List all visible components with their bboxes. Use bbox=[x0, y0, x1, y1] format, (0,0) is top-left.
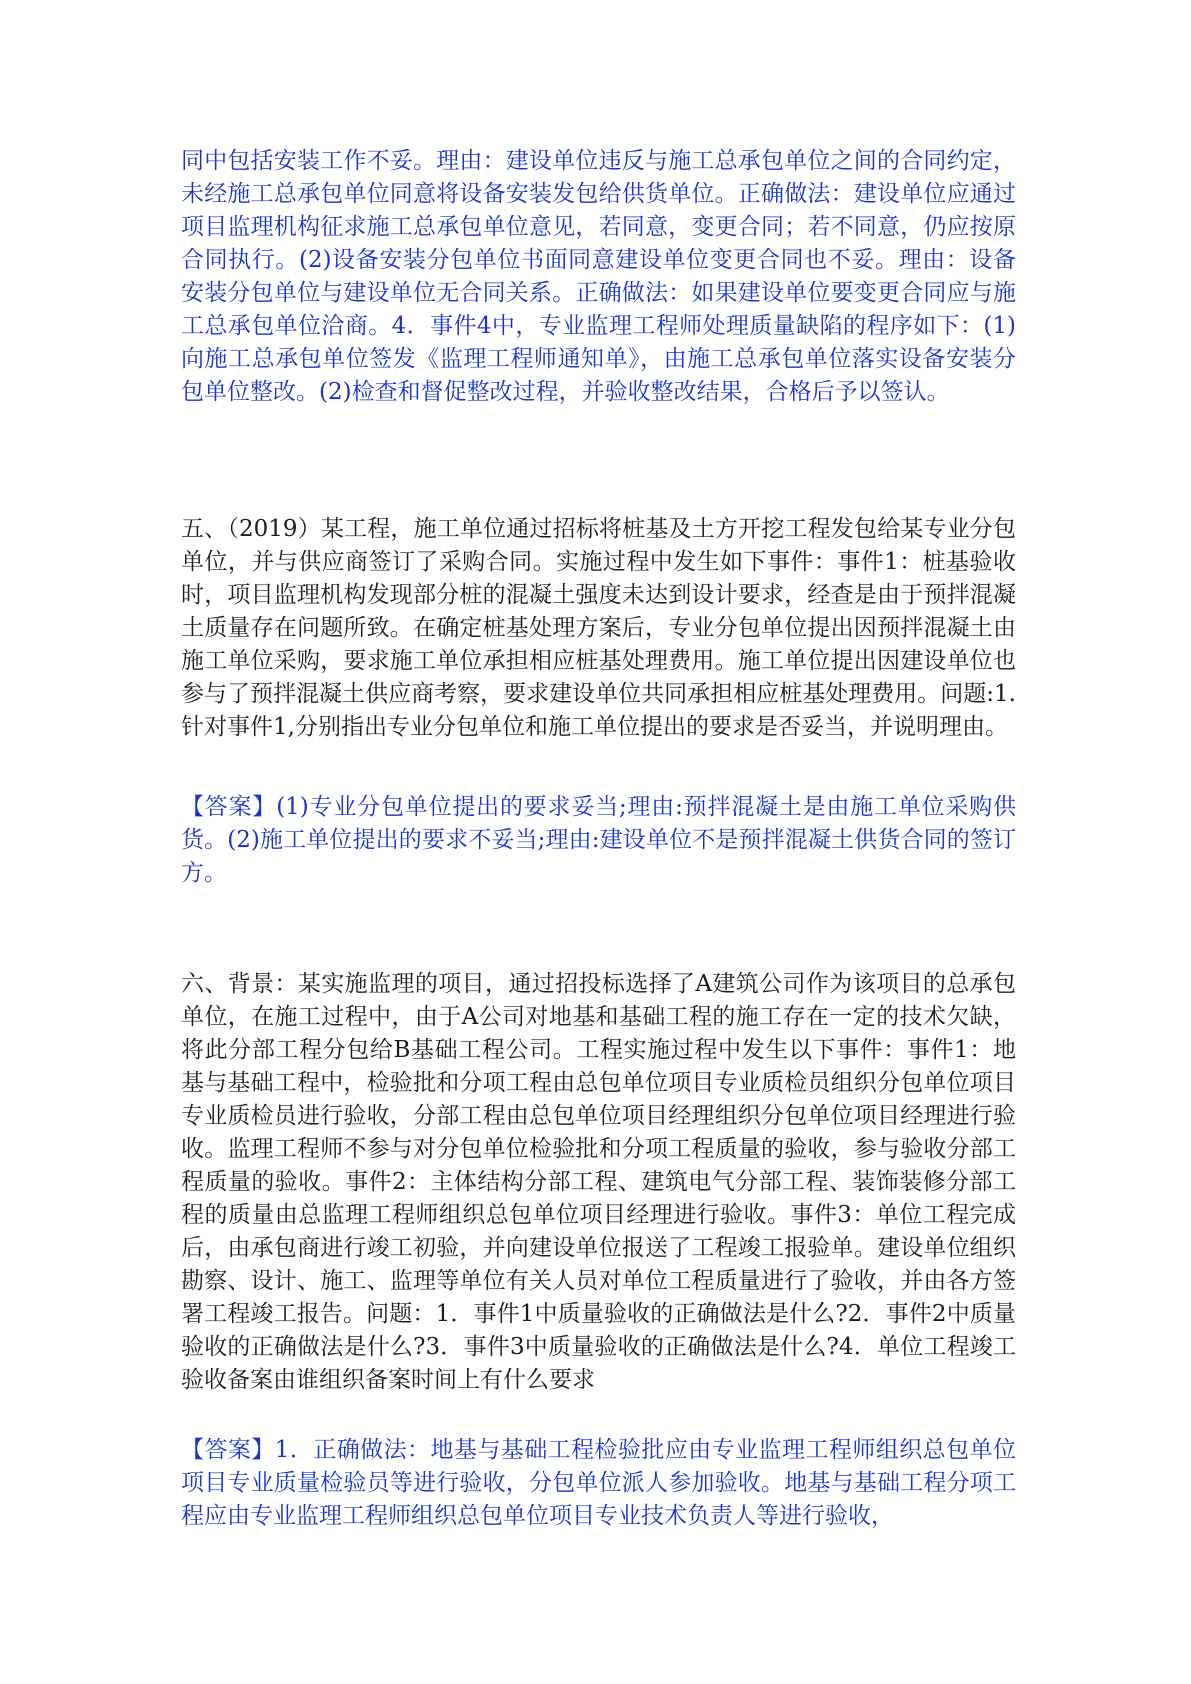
answer-continuation: 同中包括安装工作不妥。理由：建设单位违反与施工总承包单位之间的合同约定，未经施工总承包单位同意将设备安装发包给供货单位。正确做法：建设单位应通过项目监理机构征求施工总承包单位意见，若同意，变更合同；若不同意，仍应按原合同执行。(2)设备安装分包单位书面同意建设单位变更合同也不妥。理由：设备安装分包单位与建设单位无合同关系。正确做法：如果建设单位要变更合同应与施工总承包单位洽商。4．事件4中，专业监理工程师处理质量缺陷的程序如下：(1)向施工总承包单位签发《监理工程师通知单》，由施工总承包单位落实设备安装分包单位整改。(2)检查和督促整改过程，并验收整改结果，合格后予以签认。 bbox=[181, 148, 1016, 405]
answer-5 bbox=[181, 791, 1016, 890]
answer-label: 【答案】 bbox=[181, 794, 277, 820]
answer-6 bbox=[181, 1434, 1016, 1533]
question-6: 六、背景：某实施监理的项目，通过招投标选择了A建筑公司作为该项目的总承包单位，在施工过程中，由于A公司对地基和基础工程的施工存在一定的技术欠缺，将此分部工程分包给B基础工程公司。工程实施过程中发生以下事件：事件1：地基与基础工程中，检验批和分项工程由总包单位项目专业质检员组织分包单位项目专业质检员进行验收，分部工程由总包单位项目经理组织分包单位项目经理进行验收。监理工程师不参与对分包单位检验批和分项工程质量的验收，参与验收分部工程质量的验收。事件2：主体结构分部工程、建筑电气分部工程、装饰装修分部工程的质量由总监理工程师组织总包单位项目经理进行验收。事件3：单位工程完成后，由承包商进行竣工初验，并向建设单位报送了工程竣工报验单。建设单位组织勘察、设计、施工、监理等单位有关人员对单位工程质量进行了验收，并由各方签署工程竣工报告。问题：1．事件1中质量验收的正确做法是什么?2．事件2中质量验收的正确做法是什么?3．事件3中质量验收的正确做法是什么?4．单位工程竣工验收备案由谁组织备案时间上有什么要求 bbox=[181, 971, 1016, 1393]
answer-6-text: 1．正确做法：地基与基础工程检验批应由专业监理工程师组织总包单位项目专业质量检验员等进行验收，分包单位派人参加验收。地基与基础工程分项工程应由专业监理工程师组织总包单位项目专业技术负责人等进行验收， bbox=[181, 1437, 1017, 1529]
answer-label: 【答案】 bbox=[181, 1437, 275, 1463]
question-5: 五、（2019）某工程，施工单位通过招标将桩基及土方开挖工程发包给某专业分包单位，并与供应商签订了采购合同。实施过程中发生如下事件：事件1：桩基验收时，项目监理机构发现部分桩的混凝土强度未达到设计要求，经查是由于预拌混凝土质量存在问题所致。在确定桩基处理方案后，专业分包单位提出因预拌混凝土由施工单位采购，要求施工单位承担相应桩基处理费用。施工单位提出因建设单位也参与了预拌混凝土供应商考察，要求建设单位共同承担相应桩基处理费用。问题:1.针对事件1,分别指出专业分包单位和施工单位提出的要求是否妥当，并说明理由。 bbox=[181, 516, 1016, 740]
answer-5-text: (1)专业分包单位提出的要求妥当;理由:预拌混凝土是由施工单位采购供货。(2)施工单位提出的要求不妥当;理由:建设单位不是预拌混凝土供货合同的签订方。 bbox=[181, 794, 1017, 886]
